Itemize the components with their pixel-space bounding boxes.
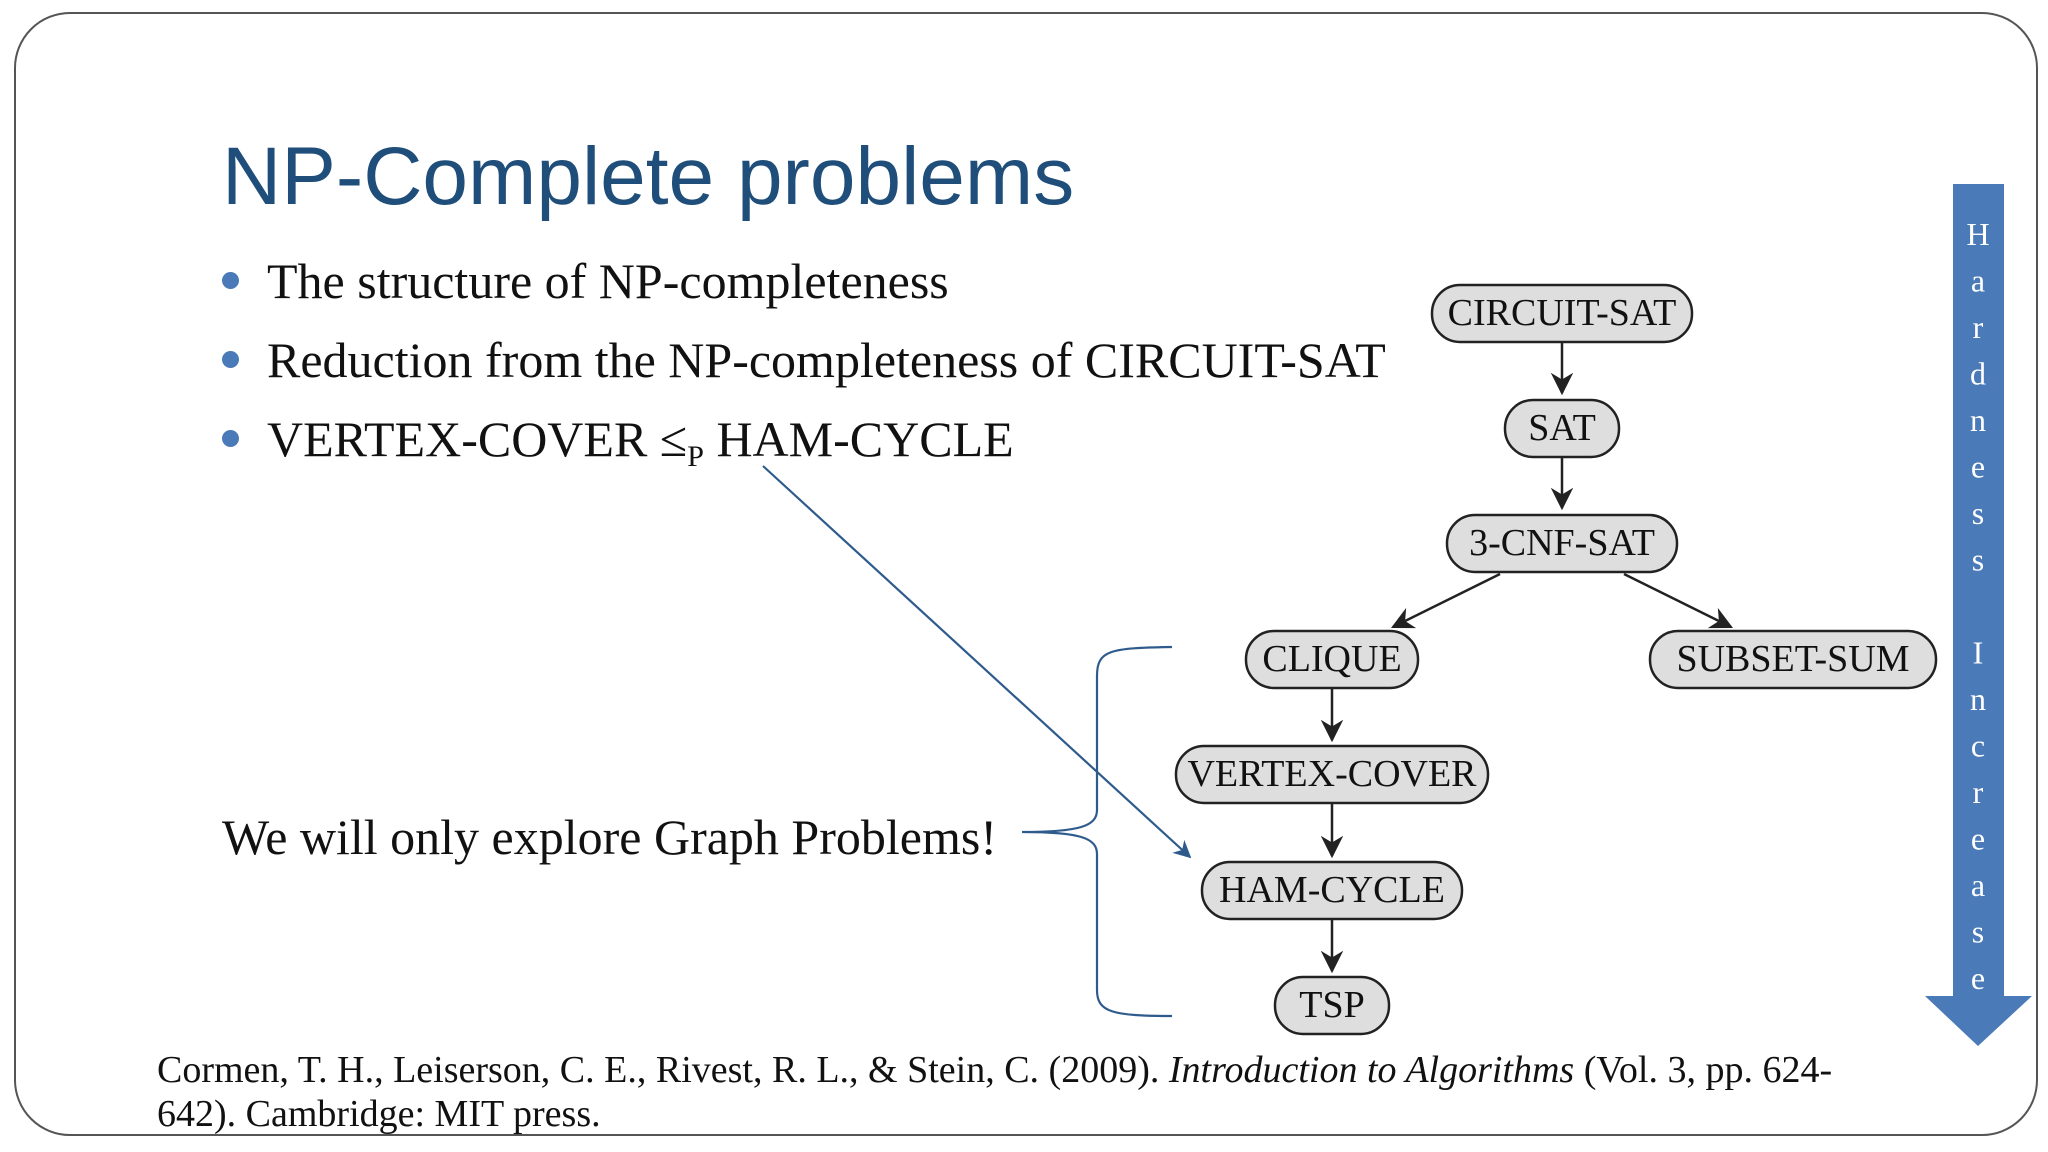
reduction-left: VERTEX-COVER ≤ (267, 411, 688, 467)
hardness-label-glyph: r (1972, 309, 1984, 345)
hardness-label-glyph: I (1972, 634, 1984, 671)
node-label: VERTEX-COVER (1187, 753, 1477, 795)
hardness-label-glyph: r (1972, 774, 1984, 810)
citation-book-title: Introduction to Algorithms (1168, 1049, 1575, 1091)
graph-problems-brace (1022, 647, 1172, 1016)
reduction-pointer-arrow (763, 466, 1190, 857)
graph-problems-note: We will only explore Graph Problems! (222, 809, 997, 865)
node-subset-sum (1650, 631, 1936, 688)
hardness-label-glyph: c (1970, 727, 1986, 764)
edge-3cnfsat-subsetsum (1624, 574, 1731, 627)
node-ham-cycle (1202, 862, 1462, 919)
bullet-text: The structure of NP-completeness (267, 253, 949, 309)
hardness-increase-arrow (1925, 184, 2032, 1046)
node-clique (1246, 631, 1418, 688)
reduction-right: HAM-CYCLE (703, 411, 1014, 467)
slide-title: NP-Complete problems (222, 131, 1075, 222)
hardness-label-glyph: a (1970, 262, 1986, 299)
hardness-label-glyph: n (1970, 402, 1986, 438)
node-label: TSP (1299, 984, 1365, 1026)
node-label: 3-CNF-SAT (1469, 522, 1655, 564)
hardness-label-glyph: H (1966, 216, 1990, 252)
citation-details: (Vol. 3, pp. 624-642). Cambridge: MIT press. (157, 1049, 1833, 1135)
hardness-label-glyph: e (1970, 820, 1986, 857)
node-sat (1505, 400, 1619, 457)
citation-authors: Cormen, T. H., Leiserson, C. E., Rivest, R. L., & Stein, C. (2009). (157, 1049, 1169, 1091)
edge-3cnfsat-clique (1393, 574, 1500, 627)
hardness-label-glyph: e (1970, 448, 1986, 485)
hardness-label-glyph: s (1971, 913, 1985, 950)
node-label: SAT (1528, 407, 1596, 449)
node-label: SUBSET-SUM (1676, 638, 1910, 680)
bullet-text: Reduction from the NP-completeness of CIRCUIT-SAT (267, 332, 1386, 388)
reduction-subscript: P (687, 440, 704, 473)
hardness-label-glyph: e (1970, 960, 1986, 996)
node-label: HAM-CYCLE (1219, 869, 1445, 911)
node-vertex-cover (1176, 746, 1488, 803)
node-tsp (1275, 977, 1389, 1034)
node-label: CIRCUIT-SAT (1447, 292, 1677, 334)
hardness-label-glyph: s (1971, 541, 1985, 578)
hardness-label-glyph: s (1971, 495, 1985, 531)
node-circuit-sat (1432, 285, 1692, 342)
hardness-label-glyph: a (1970, 867, 1986, 903)
hardness-label-glyph: d (1970, 355, 1986, 392)
node-label: CLIQUE (1262, 638, 1402, 680)
hardness-label-glyph: n (1970, 681, 1986, 717)
node-3-cnf-sat (1447, 515, 1677, 572)
